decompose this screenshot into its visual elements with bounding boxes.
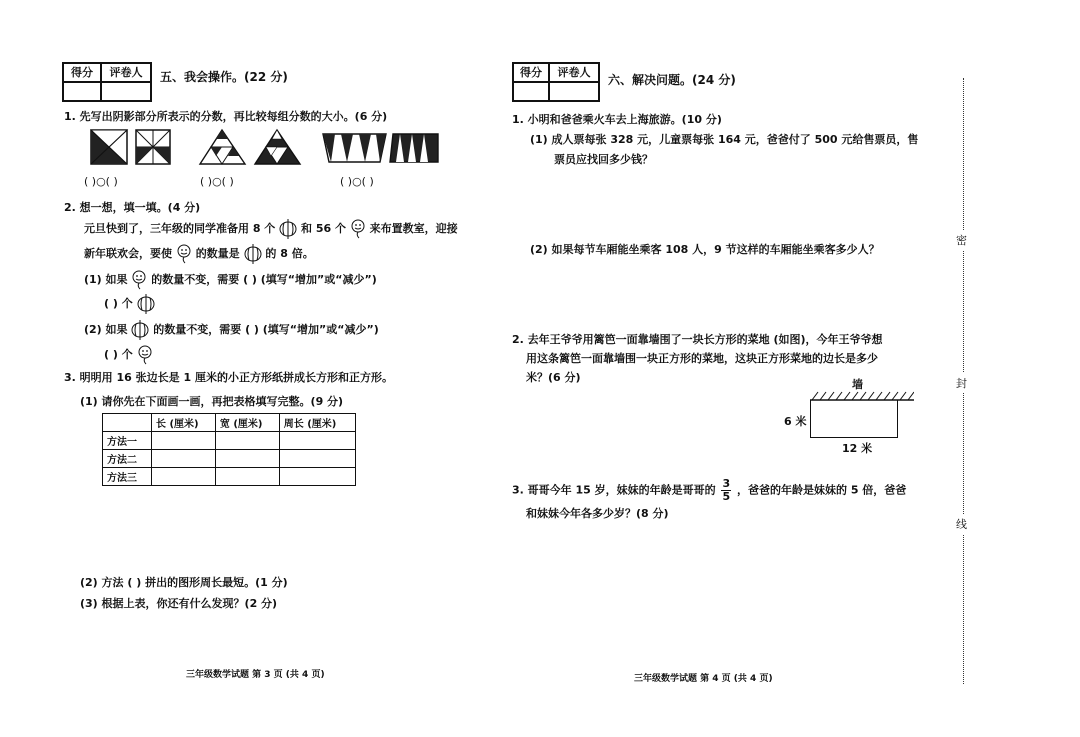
table-header-blank: [103, 414, 152, 432]
right-q1-sub1-line2: 票员应找回多少钱？: [554, 153, 653, 166]
page-footer-right: 三年级数学试题 第 4 页 (共 4 页): [634, 674, 773, 684]
score-box-right: [512, 62, 600, 102]
measure-table: [102, 413, 356, 486]
grader-field[interactable]: [549, 82, 599, 101]
table-cell[interactable]: [279, 468, 355, 486]
page-footer-left: 三年级数学试题 第 3 页 (共 4 页): [186, 670, 325, 680]
fraction-figures: [90, 128, 440, 168]
right-q2-line2: 用这条篱笆一面靠墙围一块正方形的菜地，这块正方形菜地的边长是多少: [526, 352, 878, 365]
trapezoid-figure-a: [323, 134, 386, 162]
right-q2-line3: 米？(6 分): [526, 371, 581, 384]
grader-label: 评卷人: [101, 63, 151, 82]
question-2-line1: [84, 219, 458, 239]
q2-sub2-a: (2) 如果: [84, 323, 128, 336]
right-q3-part1: 3. 哥哥今年 15 岁，妹妹的年龄是哥哥的: [512, 483, 716, 497]
table-header-width: 宽 (厘米): [215, 414, 279, 432]
lantern-icon: [131, 320, 149, 340]
q2-line2-b: 的数量是: [195, 247, 240, 260]
garden-diagram: [780, 376, 920, 456]
score-label: 得分: [63, 63, 101, 82]
trapezoid-figure-b: [390, 134, 438, 162]
table-cell[interactable]: [215, 432, 279, 450]
q2-sub1-c[interactable]: ( ) 个: [104, 297, 133, 310]
question-2-line2: [84, 244, 314, 264]
right-q3-line2: 和妹妹今年各多少岁？(8 分): [526, 507, 669, 520]
balloon-icon: [131, 270, 147, 290]
table-cell[interactable]: [152, 432, 216, 450]
binding-mark-seal: 密: [956, 230, 967, 250]
score-label: 得分: [513, 63, 549, 82]
q2-line1-b: 和 56 个: [301, 222, 346, 235]
square-divided-figure: [136, 130, 170, 164]
table-row-label: 方法三: [103, 468, 152, 486]
question-2-title: 2. 想一想，填一填。(4 分): [64, 201, 201, 214]
question-1-text: 1. 先写出阴影部分所表示的分数，再比较每组分数的大小。(6 分): [64, 110, 388, 123]
height-label: 6 米: [784, 415, 807, 428]
section-title-5: 五、我会操作。(22 分): [160, 70, 288, 84]
lantern-icon: [244, 244, 262, 264]
q2-sub2-b[interactable]: 的数量不变，需要 ( ) (填写“增加”或“减少”): [153, 323, 379, 336]
q2-line2-a: 新年联欢会，要使: [84, 247, 172, 260]
question-2-sub1-answer: [104, 294, 155, 314]
binding-mark-close: 封: [956, 373, 967, 393]
fraction-numerator: 3: [722, 477, 731, 490]
lantern-icon: [279, 219, 297, 239]
section-title-6: 六、解决问题。(24 分): [608, 73, 736, 87]
table-cell[interactable]: [215, 450, 279, 468]
score-field[interactable]: [63, 82, 101, 101]
compare-1[interactable]: ( )○( ): [84, 175, 118, 188]
wall-label: 墙: [852, 378, 863, 391]
lantern-icon: [137, 294, 155, 314]
q2-sub2-c[interactable]: ( ) 个: [104, 348, 133, 361]
compare-2[interactable]: ( )○( ): [200, 175, 234, 188]
balloon-icon: [176, 244, 192, 264]
width-label: 12 米: [842, 442, 873, 455]
table-cell[interactable]: [279, 450, 355, 468]
q2-line1-c: 来布置教室，迎接: [369, 222, 458, 235]
table-header-perimeter: 周长 (厘米): [279, 414, 355, 432]
garden-rectangle: [810, 400, 898, 438]
table-cell[interactable]: [279, 432, 355, 450]
balloon-icon: [137, 345, 153, 365]
table-row-label: 方法一: [103, 432, 152, 450]
grader-label: 评卷人: [549, 63, 599, 82]
table-row: [103, 450, 356, 468]
triangle-figure-b: [255, 130, 300, 164]
q2-sub1-b[interactable]: 的数量不变，需要 ( ) (填写“增加”或“减少”): [151, 273, 377, 286]
fraction: [721, 478, 731, 503]
balloon-icon: [350, 219, 366, 239]
score-box-left: [62, 62, 152, 102]
right-q1-sub1-line1: (1) 成人票每张 328 元，儿童票每张 164 元，爸爸付了 500 元给售票员，售: [530, 133, 919, 146]
right-q1-sub2: (2) 如果每节车厢能坐乘客 108 人，9 节这样的车厢能坐乘客多少人？: [530, 243, 880, 256]
table-cell[interactable]: [152, 450, 216, 468]
score-field[interactable]: [513, 82, 549, 101]
q2-sub1-a: (1) 如果: [84, 273, 128, 286]
question-3-sub2[interactable]: (2) 方法 ( ) 拼出的图形周长最短。(1 分): [80, 576, 288, 589]
grader-field[interactable]: [101, 82, 151, 101]
fraction-denominator: 5: [722, 490, 731, 503]
q2-line2-c: 的 8 倍。: [265, 247, 314, 260]
square-x-figure: [91, 130, 127, 164]
table-row-label: 方法二: [103, 450, 152, 468]
question-3-sub1: (1) 请你先在下面画一画，再把表格填写完整。(9 分): [80, 395, 344, 408]
table-cell[interactable]: [215, 468, 279, 486]
right-q2-line1: 2. 去年王爷爷用篱笆一面靠墙围了一块长方形的菜地 (如图)，今年王爷爷想: [512, 333, 883, 346]
question-2-sub1: [84, 270, 377, 290]
binding-mark-line: 线: [956, 514, 967, 534]
question-2-sub2: [84, 320, 379, 340]
question-3-sub3: (3) 根据上表，你还有什么发现？(2 分): [80, 597, 278, 610]
table-row: [103, 468, 356, 486]
compare-3[interactable]: ( )○( ): [340, 175, 374, 188]
right-q3-part2: ，爸爸的年龄是妹妹的 5 倍，爸爸: [736, 483, 907, 497]
right-q3-line1: [512, 478, 906, 503]
q2-line1-a: 元旦快到了，三年级的同学准备用 8 个: [84, 222, 276, 235]
question-3-title: 3. 明明用 16 张边长是 1 厘米的小正方形纸拼成长方形和正方形。: [64, 371, 393, 384]
table-cell[interactable]: [152, 468, 216, 486]
question-2-sub2-answer: [104, 345, 153, 365]
triangle-figure-a: [200, 130, 245, 164]
table-header-length: 长 (厘米): [152, 414, 216, 432]
right-q1-title: 1. 小明和爸爸乘火车去上海旅游。(10 分): [512, 113, 722, 126]
table-header-row: [103, 414, 356, 432]
table-row: [103, 432, 356, 450]
